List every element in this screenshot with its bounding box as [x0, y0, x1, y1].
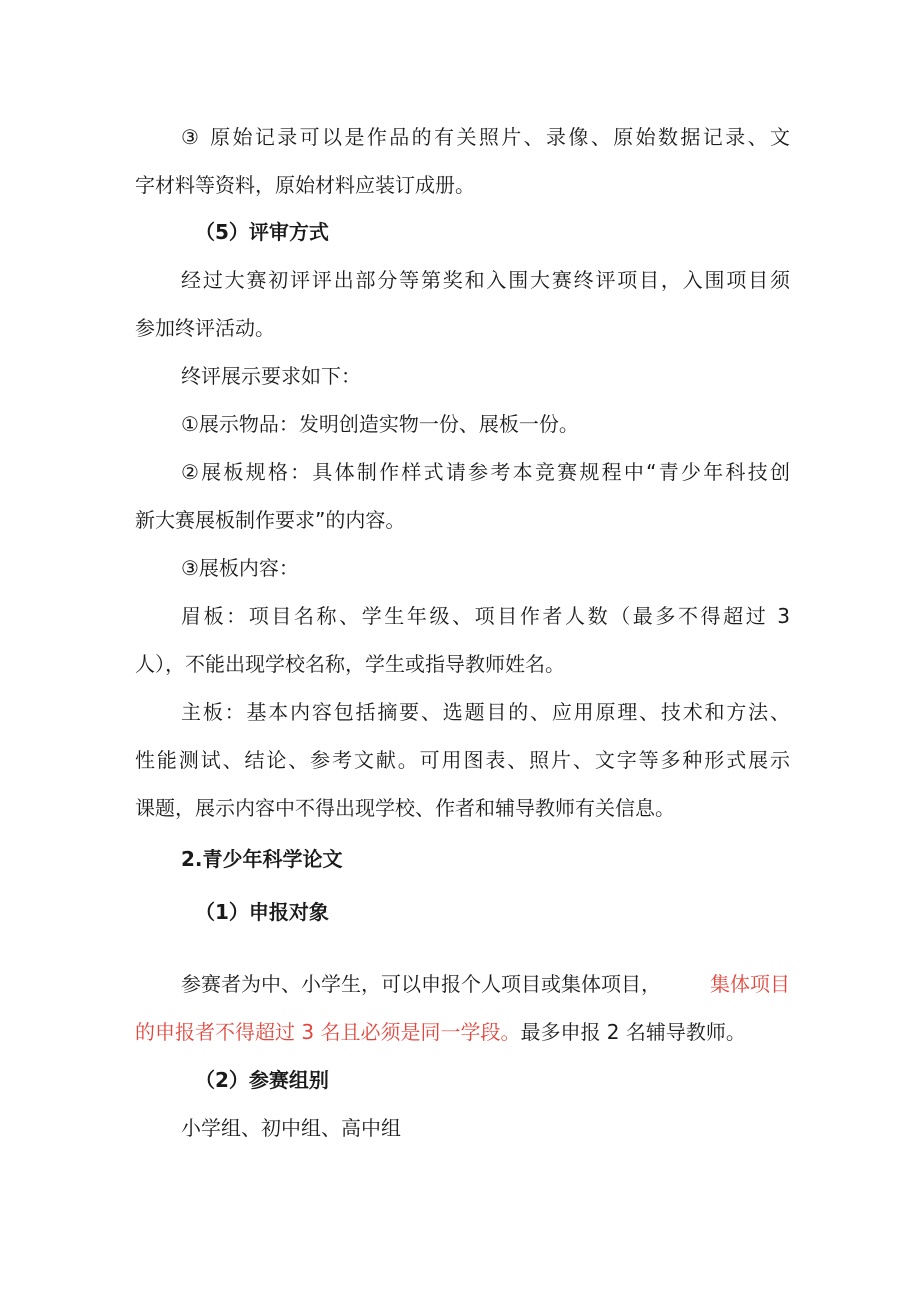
paragraph-display-items: ①展示物品：发明创造实物一份、展板一份。 — [181, 412, 579, 436]
paragraph-review-line1: 经过大赛初评评出部分等第奖和入围大赛终评项目，入围项目须 — [181, 268, 790, 292]
applicants-text-highlight-2: 的申报者不得超过 3 名且必须是同一学段。 — [135, 1020, 521, 1044]
applicants-text-normal-2: 最多申报 2 名辅导教师。 — [520, 1020, 746, 1044]
applicants-text-normal: 参赛者为中、小学生，可以申报个人项目或集体项目， — [181, 972, 661, 996]
paragraph-groups: 小学组、初中组、高中组 — [181, 1116, 401, 1140]
heading-applicants: （1）申报对象 — [195, 900, 329, 924]
paragraph-board-spec-line1: ②展板规格：具体制作样式请参考本竞赛规程中“青少年科技创 — [181, 460, 790, 484]
paragraph-applicants-line2 — [135, 1020, 790, 1044]
paragraph-applicants-line1 — [181, 972, 790, 996]
paragraph-main-board-line3: 课题，展示内容中不得出现学校、作者和辅导教师有关信息。 — [135, 796, 675, 820]
paragraph-main-board-line2: 性能测试、结论、参考文献。可用图表、照片、文字等多种形式展示 — [135, 748, 790, 772]
paragraph-original-record-line1: ③ 原始记录可以是作品的有关照片、录像、原始数据记录、文 — [181, 125, 790, 149]
paragraph-header-board-line2: 人），不能出现学校名称，学生或指导教师姓名。 — [135, 652, 565, 676]
paragraph-board-spec-line2: 新大赛展板制作要求”的内容。 — [135, 508, 406, 532]
paragraph-board-content: ③展板内容： — [181, 556, 299, 580]
heading-groups: （2）参赛组别 — [195, 1068, 329, 1092]
paragraph-main-board-line1: 主板：基本内容包括摘要、选题目的、应用原理、技术和方法、 — [181, 700, 790, 724]
heading-review-method: （5）评审方式 — [195, 220, 329, 244]
paragraph-header-board-line1: 眉板：项目名称、学生年级、项目作者人数（最多不得超过 3 — [181, 604, 790, 628]
paragraph-review-line2: 参加终评活动。 — [135, 316, 275, 340]
paragraph-final-display-requirements: 终评展示要求如下： — [181, 364, 361, 388]
applicants-text-highlight: 集体项目 — [710, 972, 790, 996]
paragraph-original-record-line2: 字材料等资料，原始材料应装订成册。 — [135, 173, 475, 197]
heading-science-paper: 2.青少年科学论文 — [181, 847, 343, 871]
